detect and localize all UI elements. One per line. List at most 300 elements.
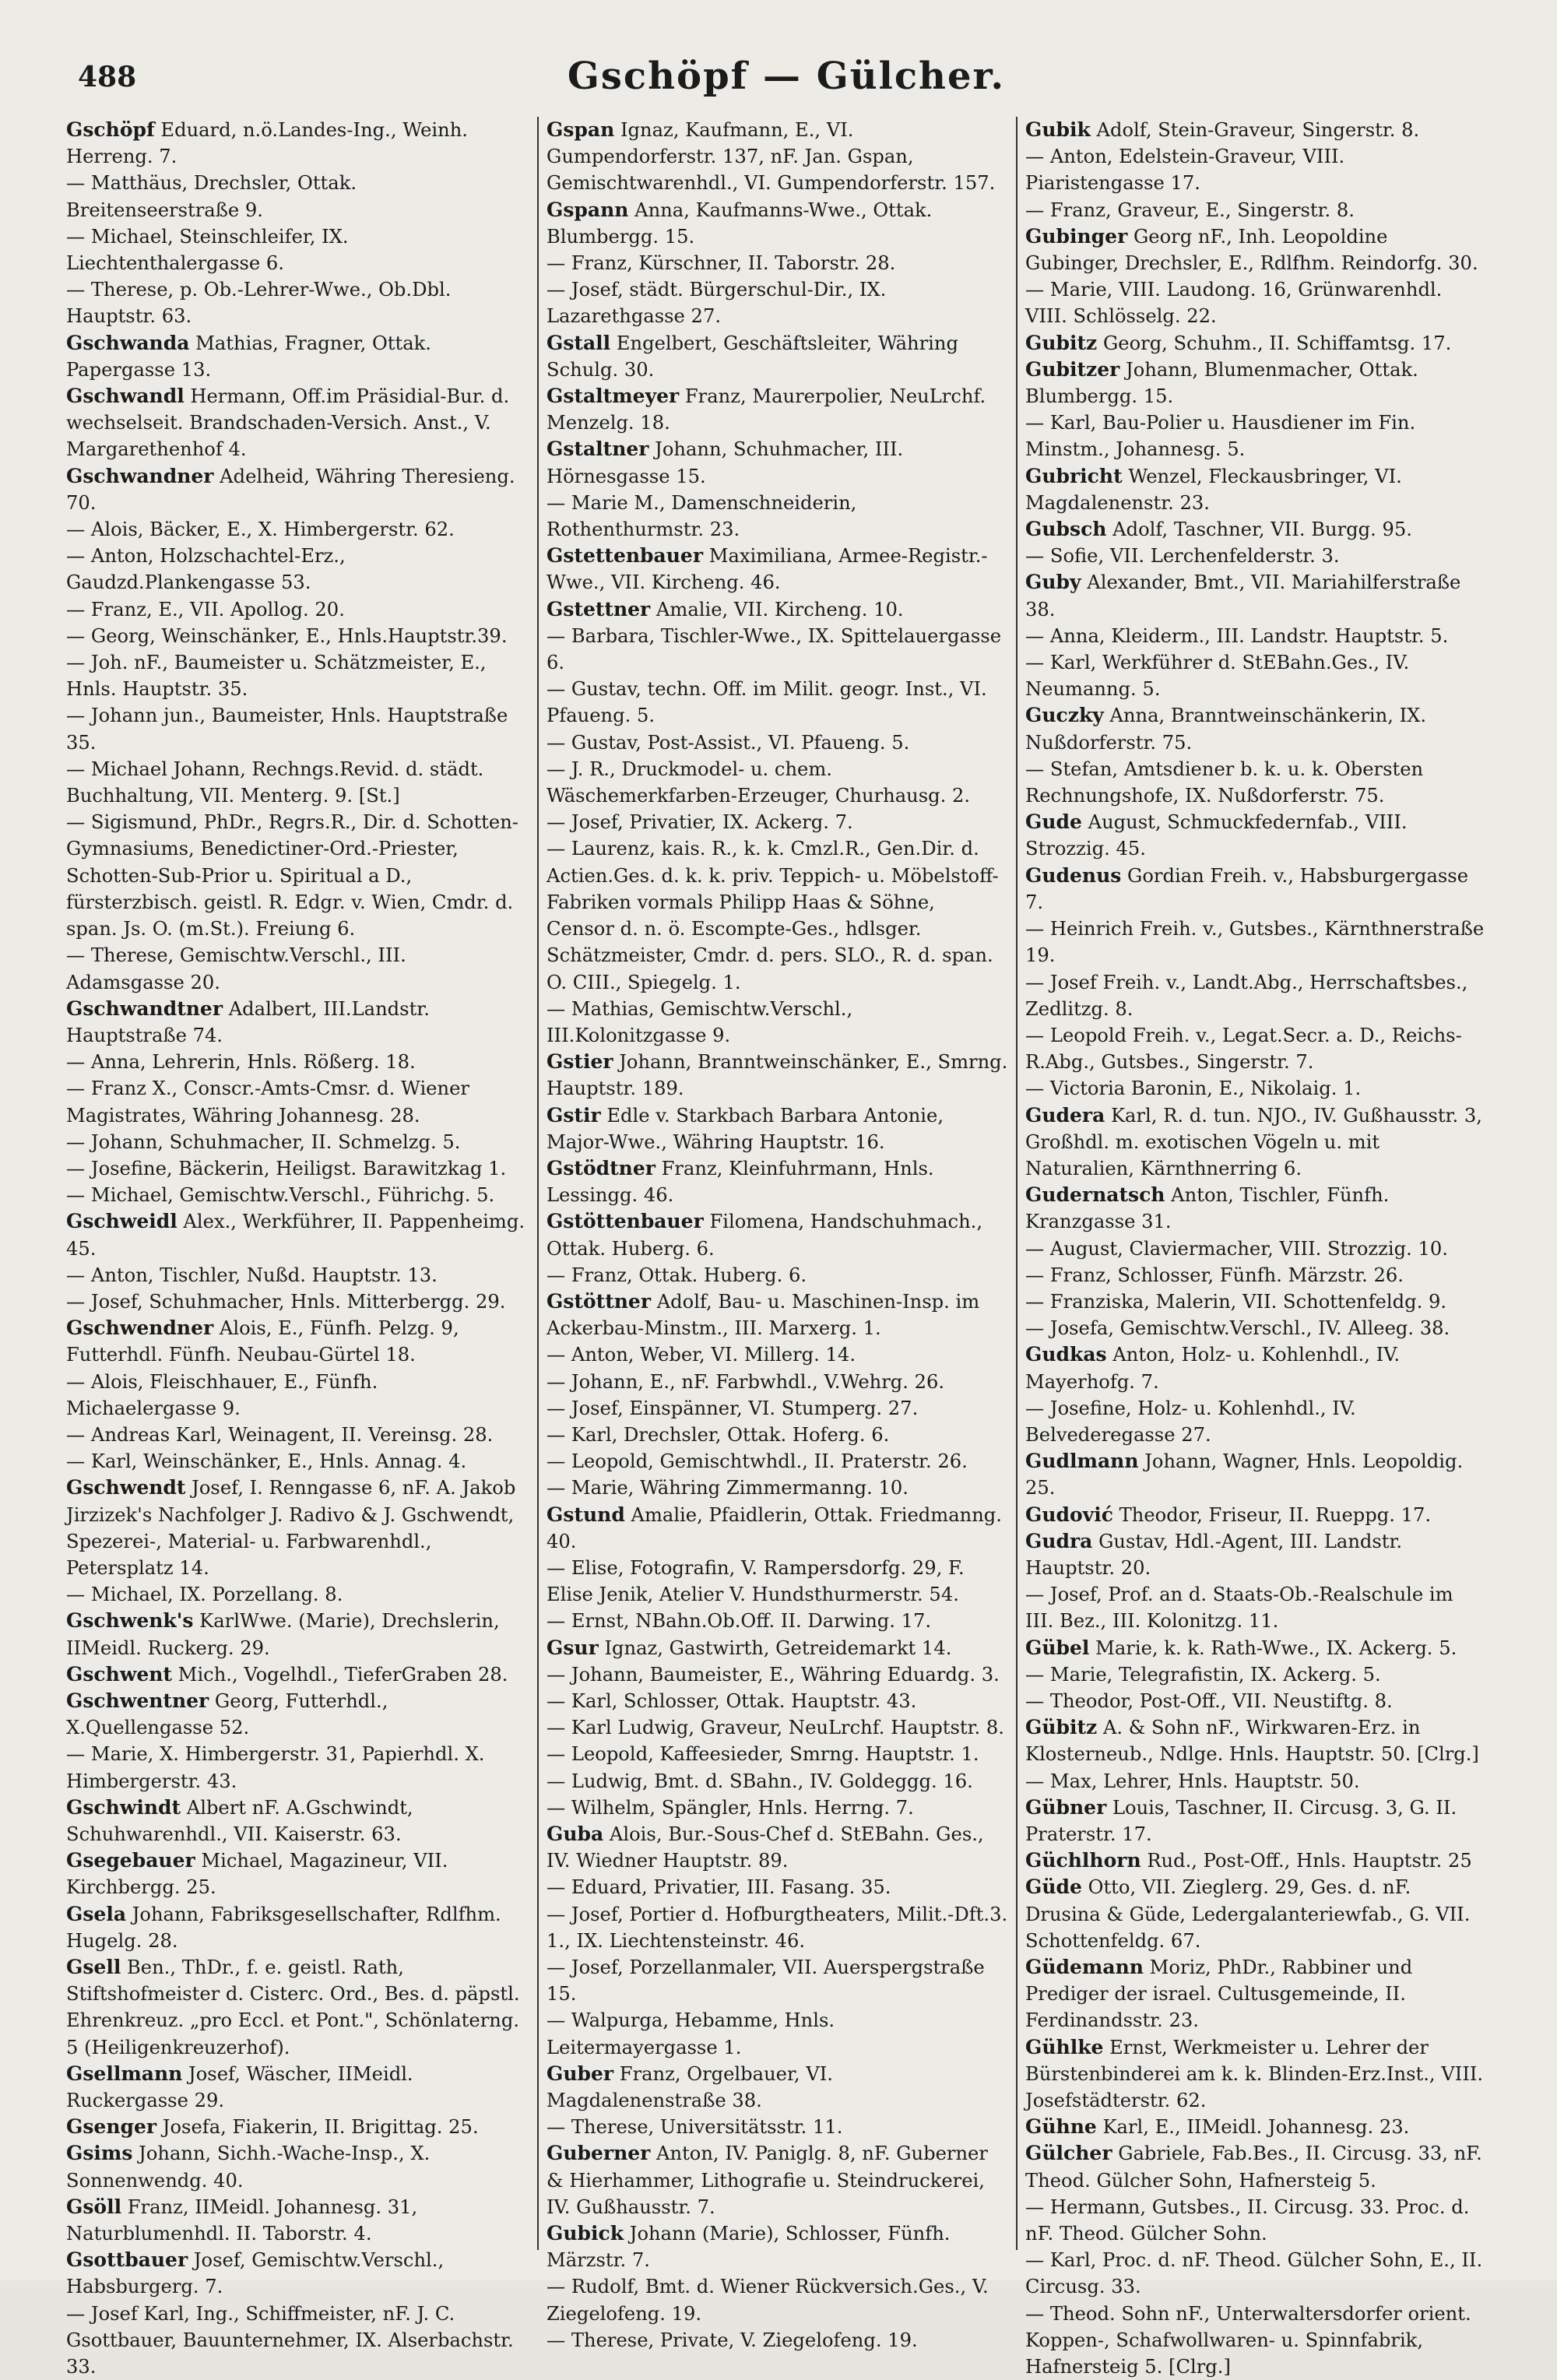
entry-surname: Gudenus	[1025, 863, 1122, 887]
directory-entry	[547, 2061, 1008, 2114]
entry-surname: Gsims	[66, 2142, 133, 2165]
directory-entry	[547, 1901, 1008, 1954]
directory-entry	[1025, 1847, 1487, 1874]
directory-entry	[66, 2114, 529, 2140]
directory-entry	[66, 1369, 529, 1422]
directory-entry	[1025, 1022, 1487, 1075]
directory-entry	[547, 729, 1008, 756]
entry-details: — Karl, Bau-Polier u. Hausdiener im Fin. Minstm., Johannesg. 5.	[1025, 412, 1416, 461]
entry-details: — Franziska, Malerin, VII. Schottenfeldg. 9.	[1025, 1290, 1447, 1313]
entry-details: — Stefan, Amtsdiener b. k. u. k. Obersten Rechnungshofe, IX. Nußdorferstr. 75.	[1025, 758, 1424, 807]
entry-details: — Leopold, Kaffeesieder, Smrng. Hauptstr. 1.	[547, 1743, 979, 1766]
directory-entry	[1025, 2140, 1487, 2193]
entry-surname: Gülcher	[1025, 2142, 1112, 2165]
entry-details: Franz, Orgelbauer, VI. Magdalenenstraße 38.	[547, 2062, 833, 2112]
entry-surname: Gsur	[547, 1636, 599, 1659]
entry-details: — Anton, Weber, VI. Millerg. 14.	[547, 1344, 856, 1366]
entry-details: — Gustav, Post-Assist., VI. Pfaueng. 5.	[547, 731, 910, 754]
directory-entry	[66, 1075, 529, 1128]
directory-entry	[66, 1315, 529, 1368]
directory-entry	[1025, 1262, 1487, 1288]
page-title: Gschöpf — Gülcher.	[567, 54, 1006, 98]
directory-entry	[1025, 463, 1487, 516]
entry-details: — Sofie, VII. Lerchenfelderstr. 3.	[1025, 545, 1340, 568]
directory-entry	[547, 1768, 1008, 1795]
directory-entry	[547, 1208, 1008, 1261]
directory-entry	[547, 330, 1008, 383]
entry-surname: Gschwindt	[66, 1795, 181, 1819]
entry-details: Alois, E., Fünfh. Pelzg. 9, Futterhdl. Fünfh. Neubau-Gürtel 18.	[66, 1317, 459, 1366]
entry-details: Hermann, Off.im Präsidial-Bur. d. wechselseit. Brandschaden-Versich. Anst., V. Margarethenhof 4.	[66, 385, 510, 461]
directory-entry	[66, 2301, 529, 2380]
entry-details: Anton, IV. Paniglg. 8, nF. Guberner & Hierhammer, Lithografie u. Steindruckerei, IV. Gußhausstr. 7.	[547, 2143, 988, 2218]
directory-entry	[547, 276, 1008, 329]
directory-entry	[66, 1608, 529, 1661]
directory-entry	[1025, 2301, 1487, 2380]
directory-entry	[66, 649, 529, 702]
entry-details: Ben., ThDr., f. e. geistl. Rath, Stiftshofmeister d. Cisterc. Ord., Bes. d. päpstl. Ehrenkreuz. „pro Eccl. et Pont.", Schönlaterng. 5 (Heiligenkreuzerhof).	[66, 1956, 520, 2058]
entry-surname: Gubick	[547, 2222, 624, 2245]
entry-details: A. & Sohn nF., Wirkwaren-Erz. in Klosterneub., Ndlge. Hnls. Hauptstr. 50. [Clrg.]	[1025, 1717, 1479, 1766]
directory-entry	[547, 1475, 1008, 1501]
entry-details: Georg, Schuhm., II. Schiffamtsg. 17.	[1097, 332, 1452, 354]
entry-details: — Therese, p. Ob.-Lehrer-Wwe., Ob.Dbl. Hauptstr. 63.	[66, 279, 452, 328]
entry-details: — Karl, Drechsler, Ottak. Hoferg. 6.	[547, 1423, 890, 1446]
entry-surname: Guczky	[1025, 704, 1104, 727]
column-right	[1016, 117, 1495, 2378]
entry-surname: Guby	[1025, 571, 1081, 594]
directory-entry	[66, 942, 529, 995]
entry-details: Johann, Blumenmacher, Ottak. Blumbergg. 15.	[1025, 358, 1418, 408]
directory-entry	[547, 383, 1008, 436]
entry-details: — Franz, Kürschner, II. Taborstr. 28.	[547, 252, 896, 275]
directory-entry	[66, 330, 529, 383]
entry-surname: Gstir	[547, 1103, 601, 1127]
entry-details: — Ernst, NBahn.Ob.Off. II. Darwing. 17.	[547, 1610, 932, 1633]
directory-entry	[1025, 1395, 1487, 1448]
directory-entry	[547, 250, 1008, 276]
entry-details: — Josef, städt. Bürgerschul-Dir., IX. Lazarethgasse 27.	[547, 279, 887, 328]
directory-entry	[66, 117, 529, 170]
entry-details: — Franz, Schlosser, Fünfh. Märzstr. 26.	[1025, 1264, 1404, 1286]
entry-details: Josef, Gemischtw.Verschl., Habsburgerg. 7.	[66, 2249, 445, 2298]
entry-details: Johann, Sichh.-Wache-Insp., X. Sonnenwendg. 40.	[66, 2143, 431, 2192]
directory-entry	[547, 1741, 1008, 1767]
entry-details: Anna, Kaufmanns-Wwe., Ottak. Blumbergg. 15.	[547, 199, 933, 248]
entry-details: — Alois, Fleischhauer, E., Fünfh. Michaelergasse 9.	[66, 1370, 378, 1419]
entry-surname: Gstöttner	[547, 1289, 651, 1313]
directory-entry	[66, 1262, 529, 1288]
directory-entry	[66, 223, 529, 276]
entry-details: Johann, Branntweinschänker, E., Smrng. Hauptstr. 189.	[547, 1051, 1008, 1100]
directory-entry	[547, 623, 1008, 676]
directory-entry	[1025, 1102, 1487, 1183]
entry-surname: Gstaltmeyer	[547, 385, 680, 408]
entry-details: — Theod. Sohn nF., Unterwaltersdorfer orient. Koppen-, Schafwollwaren- u. Spinnfabrik, Hafnersteig 5. [Clrg.]	[1025, 2302, 1471, 2378]
entry-details: — Joh. nF., Baumeister u. Schätzmeister, E., Hnls. Hauptstr. 35.	[66, 652, 487, 701]
entry-details: — Josef, Privatier, IX. Ackerg. 7.	[547, 811, 853, 834]
directory-entry	[66, 2194, 529, 2247]
directory-entry	[1025, 117, 1487, 143]
entry-details: — Franz, Graveur, E., Singerstr. 8.	[1025, 199, 1355, 221]
entry-details: — Marie, Telegrafistin, IX. Ackerg. 5.	[1025, 1663, 1381, 1686]
directory-entry	[66, 809, 529, 942]
directory-entry	[66, 1129, 529, 1155]
directory-entry	[66, 1448, 529, 1475]
entry-details: Adelheid, Währing Theresieng. 70.	[66, 465, 515, 514]
directory-entry	[547, 436, 1008, 489]
entry-details: — Therese, Universitätsstr. 11.	[547, 2116, 843, 2139]
directory-entry	[66, 1661, 529, 1688]
entry-details: — Karl, Weinschänker, E., Hnls. Annag. 4.	[66, 1450, 467, 1473]
entry-details: — Josefine, Holz- u. Kohlenhdl., IV. Belvederegasse 27.	[1025, 1397, 1356, 1446]
directory-entry	[66, 2061, 529, 2114]
entry-details: — Georg, Weinschänker, E., Hnls.Hauptstr.39.	[66, 624, 508, 647]
entry-surname: Gspan	[547, 118, 615, 141]
entry-details: Marie, k. k. Rath-Wwe., IX. Ackerg. 5.	[1089, 1636, 1457, 1659]
directory-entry	[547, 1688, 1008, 1714]
column-middle	[537, 117, 1016, 2351]
entry-details: Georg, Futterhdl., X.Quellengasse 52.	[66, 1689, 388, 1739]
entry-details: — Leopold Freih. v., Legat.Secr. a. D., Reichs-R.Abg., Gutsbes., Singerstr. 7.	[1025, 1024, 1462, 1074]
directory-entry	[547, 490, 1008, 543]
directory-entry	[66, 516, 529, 543]
entry-surname: Gschwandtner	[66, 997, 223, 1020]
directory-entry	[66, 2140, 529, 2193]
directory-entry	[547, 1555, 1008, 1608]
column-left	[58, 117, 537, 2378]
directory-entry	[1025, 1688, 1487, 1714]
directory-entry	[547, 1954, 1008, 2007]
directory-entry	[1025, 1795, 1487, 1847]
directory-entry	[1025, 2247, 1487, 2300]
directory-entry	[66, 1901, 529, 1954]
directory-entry	[66, 1741, 529, 1794]
entry-details: — Laurenz, kais. R., k. k. Cmzl.R., Gen.Dir. d. Actien.Ges. d. k. k. priv. Teppich- u. Möbelstoff-Fabriken vormals Philipp Haas & Söhne, Censor d. n. ö. Escompte-Ges., hdlsger. Schätzmeister, Cmdr. d. pers. SLO., R. d. span. O. CIII., Spiegelg. 1.	[547, 838, 999, 993]
entry-surname: Gstettenbauer	[547, 544, 703, 568]
directory-entry	[66, 1954, 529, 2061]
entry-details: Franz, IIMeidl. Johannesg. 31, Naturblumenhdl. II. Taborstr. 4.	[66, 2195, 418, 2245]
entry-surname: Gubitz	[1025, 331, 1098, 354]
entry-surname: Gschwanda	[66, 331, 190, 354]
entry-details: Franz, Kleinfuhrmann, Hnls. Lessingg. 46.	[547, 1157, 934, 1207]
entry-surname: Gsenger	[66, 2115, 157, 2139]
entry-surname: Gübel	[1025, 1636, 1090, 1659]
entry-surname: Gstund	[547, 1503, 625, 1526]
entry-surname: Gude	[1025, 810, 1082, 834]
directory-entry	[1025, 1075, 1487, 1102]
entry-details: Otto, VII. Zieglerg. 29, Ges. d. nF. Drusina & Güde, Ledergalanteriewfab., G. VII. Schottenfeldg. 67.	[1025, 1876, 1471, 1952]
directory-entry	[66, 170, 529, 223]
directory-entry	[547, 1288, 1008, 1341]
directory-entry	[547, 1341, 1008, 1368]
directory-entry	[1025, 969, 1487, 1022]
directory-entry	[1025, 702, 1487, 755]
directory-entry	[1025, 410, 1487, 462]
directory-entry	[66, 1155, 529, 1182]
entry-details: Eduard, n.ö.Landes-Ing., Weinh. Herreng. 7.	[66, 119, 468, 168]
entry-surname: Gübitz	[1025, 1716, 1098, 1739]
directory-entry	[547, 1369, 1008, 1395]
entry-details: — Franz, E., VII. Apollog. 20.	[66, 598, 345, 620]
entry-surname: Guberner	[547, 2142, 651, 2165]
entry-details: — Franz X., Conscr.-Amts-Cmsr. d. Wiener Magistrates, Währing Johannesg. 28.	[66, 1078, 469, 1127]
entry-surname: Gschwendner	[66, 1317, 214, 1340]
entry-details: — Mathias, Gemischtw.Verschl., III.Kolonitzgasse 9.	[547, 997, 853, 1046]
directory-entry	[66, 276, 529, 329]
directory-entry	[547, 2327, 1008, 2354]
entry-details: — Leopold, Gemischtwhdl., II. Praterstr. 26.	[547, 1450, 968, 1473]
directory-entry	[1025, 197, 1487, 223]
entry-details: — Anton, Edelstein-Graveur, VIII. Piaristengasse 17.	[1025, 146, 1345, 195]
entry-surname: Gschwenk's	[66, 1609, 194, 1633]
entry-details: Gustav, Hdl.-Agent, III. Landstr. Hauptstr. 20.	[1025, 1530, 1403, 1579]
directory-entry	[66, 996, 529, 1049]
entry-details: — Johann, E., nF. Farbwhdl., V.Wehrg. 26.	[547, 1370, 945, 1393]
entry-details: — Eduard, Privatier, III. Fasang. 35.	[547, 1876, 891, 1899]
entry-details: KarlWwe. (Marie), Drechslerin, IIMeidl. Ruckerg. 29.	[66, 1610, 500, 1659]
entry-details: Engelbert, Geschäftsleiter, Währing Schulg. 30.	[547, 332, 958, 381]
entry-details: Edle v. Starkbach Barbara Antonie, Major-Wwe., Währing Hauptstr. 16.	[547, 1104, 944, 1153]
directory-entry	[1025, 1315, 1487, 1341]
entry-surname: Gubricht	[1025, 464, 1123, 487]
entry-details: — Matthäus, Drechsler, Ottak. Breitenseerstraße 9.	[66, 172, 357, 221]
entry-details: Anton, Tischler, Fünfh. Kranzgasse 31.	[1025, 1184, 1390, 1233]
directory-entry	[66, 463, 529, 516]
entry-details: — Wilhelm, Spängler, Hnls. Herrng. 7.	[547, 1796, 914, 1819]
entry-surname: Gudkas	[1025, 1343, 1107, 1366]
entry-details: Johann, Schuhmacher, III. Hörnesgasse 15.	[547, 438, 904, 487]
directory-entry	[1025, 2194, 1487, 2247]
entry-details: Moriz, PhDr., Rabbiner und Prediger der israel. Cultusgemeinde, II. Ferdinandsstr. 23.	[1025, 1956, 1413, 2032]
entry-details: — Walpurga, Hebamme, Hnls. Leitermayergasse 1.	[547, 2009, 835, 2058]
directory-entry	[66, 1422, 529, 1448]
entry-surname: Gubitzer	[1025, 357, 1120, 381]
directory-entry	[66, 623, 529, 649]
directory-entry	[66, 1688, 529, 1741]
entry-details: Adolf, Stein-Graveur, Singerstr. 8.	[1090, 119, 1420, 141]
entry-details: — Anna, Lehrerin, Hnls. Rößerg. 18.	[66, 1051, 416, 1074]
directory-entry	[1025, 1635, 1487, 1661]
directory-entry	[66, 1208, 529, 1261]
directory-entry	[547, 197, 1008, 250]
directory-entry	[547, 1874, 1008, 1900]
entry-surname: Gudra	[1025, 1529, 1093, 1552]
entry-surname: Gubik	[1025, 118, 1091, 141]
entry-surname: Guber	[547, 2062, 614, 2085]
entry-surname: Gschwentner	[66, 1689, 209, 1712]
directory-entry	[66, 596, 529, 623]
directory-entry	[66, 1847, 529, 1900]
directory-entry	[1025, 1528, 1487, 1581]
directory-entry	[66, 2247, 529, 2300]
directory-columns	[58, 117, 1495, 2378]
directory-entry	[547, 543, 1008, 596]
entry-details: — Therese, Private, V. Ziegelofeng. 19.	[547, 2329, 918, 2351]
entry-details: — Gustav, techn. Off. im Milit. geogr. Inst., VI. Pfaueng. 5.	[547, 678, 987, 727]
directory-entry	[547, 2007, 1008, 2060]
directory-entry	[547, 835, 1008, 995]
entry-details: Mich., Vogelhdl., TieferGraben 28.	[171, 1663, 508, 1686]
directory-entry	[1025, 1661, 1487, 1688]
entry-surname: Gschwandl	[66, 385, 185, 408]
directory-entry	[1025, 276, 1487, 329]
entry-surname: Gudović	[1025, 1503, 1113, 1526]
directory-entry	[547, 676, 1008, 729]
entry-surname: Gstöttenbauer	[547, 1210, 704, 1233]
directory-entry	[1025, 1448, 1487, 1501]
directory-entry	[1025, 649, 1487, 702]
entry-surname: Gubinger	[1025, 224, 1128, 248]
entry-surname: Gudlmann	[1025, 1450, 1139, 1473]
directory-entry	[547, 1635, 1008, 1661]
directory-entry	[547, 2273, 1008, 2326]
entry-details: — J. R., Druckmodel- u. chem. Wäschemerkfarben-Erzeuger, Churhausg. 2.	[547, 758, 971, 807]
directory-entry	[547, 1262, 1008, 1288]
entry-details: Karl, R. d. tun. NJO., IV. Gußhausstr. 3, Großhdl. m. exotischen Vögeln u. mit Naturalien, Kärnthnerring 6.	[1025, 1104, 1482, 1179]
entry-details: Karl, E., IIMeidl. Johannesg. 23.	[1096, 2116, 1410, 2139]
entry-surname: Güde	[1025, 1876, 1082, 1899]
entry-details: — Josef Karl, Ing., Schiffmeister, nF. J. C. Gsottbauer, Bauunternehmer, IX. Alserbachstr. 33.	[66, 2302, 514, 2378]
entry-details: Alexander, Bmt., VII. Mariahilferstraße 38.	[1025, 571, 1461, 620]
directory-entry	[1025, 1236, 1487, 1262]
page-header	[78, 54, 1495, 109]
directory-entry	[1025, 543, 1487, 569]
directory-entry	[1025, 1714, 1487, 1767]
entry-details: Ignaz, Gastwirth, Getreidemarkt 14.	[598, 1636, 952, 1659]
entry-details: — Alois, Bäcker, E., X. Himbergerstr. 62.	[66, 519, 455, 541]
entry-details: — Theodor, Post-Off., VII. Neustiftg. 8.	[1025, 1689, 1393, 1712]
directory-entry	[66, 1581, 529, 1608]
directory-entry	[1025, 357, 1487, 410]
entry-details: Josef, Wäscher, IIMeidl. Ruckergasse 29.	[66, 2062, 413, 2112]
entry-details: Gabriele, Fab.Bes., II. Circusg. 33, nF. Theod. Gülcher Sohn, Hafnersteig 5.	[1025, 2143, 1482, 2192]
entry-details: — Josef, Porzellanmaler, VII. Auerspergstraße 15.	[547, 1956, 985, 2006]
directory-entry	[66, 1049, 529, 1075]
directory-entry	[1025, 1288, 1487, 1315]
entry-details: Josefa, Fiakerin, II. Brigittag. 25.	[156, 2116, 479, 2139]
directory-entry	[1025, 916, 1487, 969]
directory-entry	[66, 1288, 529, 1315]
entry-details: — Michael, IX. Porzellang. 8.	[66, 1584, 343, 1606]
entry-surname: Gsegebauer	[66, 1849, 195, 1872]
directory-entry	[1025, 569, 1487, 622]
entry-details: — Marie, X. Himbergerstr. 31, Papierhdl. X. Himbergerstr. 43.	[66, 1743, 485, 1792]
entry-details: — Franz, Ottak. Huberg. 6.	[547, 1264, 807, 1286]
entry-surname: Gsellmann	[66, 2062, 183, 2085]
entry-details: Michael, Magazineur, VII. Kirchbergg. 25.	[66, 1850, 448, 1899]
directory-entry	[1025, 863, 1487, 916]
entry-details: Amalie, VII. Kircheng. 10.	[650, 598, 904, 620]
entry-details: — Josef Freih. v., Landt.Abg., Herrschaftsbes., Zedlitzg. 8.	[1025, 971, 1468, 1020]
directory-entry	[1025, 1182, 1487, 1235]
entry-details: Gordian Freih. v., Habsburgergasse 7.	[1025, 864, 1469, 913]
entry-details: Josef, I. Renngasse 6, nF. A. Jakob Jirzizek's Nachfolger J. Radivo & J. Gschwendt, Spezerei-, Material- u. Farbwarenhdl., Petersplatz 14.	[66, 1477, 516, 1579]
entry-details: — Rudolf, Bmt. d. Wiener Rückversich.Ges., V. Ziegelofeng. 19.	[547, 2276, 989, 2325]
entry-details: Maximiliana, Armee-Registr.-Wwe., VII. Kircheng. 46.	[547, 545, 988, 594]
entry-details: Anton, Holz- u. Kohlenhdl., IV. Mayerhofg. 7.	[1025, 1344, 1401, 1393]
directory-entry	[1025, 1581, 1487, 1634]
entry-details: — Josef, Einspänner, VI. Stumperg. 27.	[547, 1397, 919, 1419]
entry-details: — Josefa, Gemischtw.Verschl., IV. Alleeg. 38.	[1025, 1317, 1450, 1340]
directory-entry	[1025, 223, 1487, 276]
entry-surname: Gschweidl	[66, 1210, 177, 1233]
entry-details: — August, Claviermacher, VIII. Strozzig. 10.	[1025, 1237, 1448, 1260]
entry-details: — Elise, Fotografin, V. Rampersdorfg. 29, F. Elise Jenik, Atelier V. Hundsthurmerstr. 54.	[547, 1556, 965, 1606]
entry-details: Johann (Marie), Schlosser, Fünfh. Märzstr. 7.	[547, 2223, 951, 2272]
directory-entry	[547, 2140, 1008, 2220]
entry-details: Johann, Fabriksgesellschafter, Rdlfhm. Hugelg. 28.	[66, 1903, 501, 1952]
directory-entry	[1025, 2034, 1487, 2115]
entry-surname: Guba	[547, 1823, 604, 1845]
directory-entry	[547, 1661, 1008, 1688]
entry-details: — Therese, Gemischtw.Verschl., III. Adamsgasse 20.	[66, 944, 406, 993]
entry-surname: Gübner	[1025, 1795, 1107, 1819]
directory-entry	[547, 1608, 1008, 1634]
entry-details: August, Schmuckfedernfab., VIII. Strozzig. 45.	[1025, 811, 1408, 860]
directory-entry	[1025, 1954, 1487, 2034]
entry-surname: Gubsch	[1025, 518, 1107, 541]
entry-surname: Gstier	[547, 1050, 613, 1074]
entry-details: — Michael, Gemischtw.Verschl., Führichg. 5.	[66, 1184, 495, 1207]
entry-details: Alois, Bur.-Sous-Chef d. StEBahn. Ges., IV. Wiedner Hauptstr. 89.	[547, 1823, 984, 1872]
entry-details: Adolf, Taschner, VII. Burgg. 95.	[1106, 519, 1412, 541]
directory-entry	[547, 996, 1008, 1049]
directory-entry	[547, 1422, 1008, 1448]
entry-details: — Josef, Schuhmacher, Hnls. Mitterbergg. 29.	[66, 1290, 506, 1313]
entry-details: Franz, Maurerpolier, NeuLrchf. Menzelg. 18.	[547, 385, 986, 434]
entry-surname: Gsöll	[66, 2195, 122, 2218]
entry-details: Rud., Post-Off., Hnls. Hauptstr. 25	[1141, 1850, 1472, 1872]
entry-details: Anna, Branntweinschänkerin, IX. Nußdorferstr. 75.	[1025, 705, 1427, 754]
entry-details: — Victoria Baronin, E., Nikolaig. 1.	[1025, 1078, 1362, 1100]
entry-details: — Josef, Prof. an d. Staats-Ob.-Realschule im III. Bez., III. Kolonitzg. 11.	[1025, 1584, 1453, 1633]
directory-entry	[1025, 2114, 1487, 2140]
entry-details: — Anna, Kleiderm., III. Landstr. Hauptstr. 5.	[1025, 624, 1449, 647]
entry-surname: Gschwendt	[66, 1476, 186, 1499]
directory-entry	[547, 1448, 1008, 1475]
directory-entry	[66, 1182, 529, 1208]
directory-entry	[547, 1795, 1008, 1821]
directory-entry	[547, 1049, 1008, 1102]
directory-entry	[547, 2220, 1008, 2273]
directory-entry	[66, 1795, 529, 1847]
directory-entry	[66, 1475, 529, 1581]
entry-surname: Gstall	[547, 331, 611, 354]
entry-surname: Gschöpf	[66, 118, 155, 141]
directory-entry	[1025, 1502, 1487, 1528]
directory-entry	[547, 2114, 1008, 2140]
entry-surname: Güchlhorn	[1025, 1849, 1141, 1872]
directory-entry	[547, 809, 1008, 835]
entry-surname: Gstödtner	[547, 1156, 655, 1179]
entry-details: — Hermann, Gutsbes., II. Circusg. 33. Proc. d. nF. Theod. Gülcher Sohn.	[1025, 2195, 1470, 2245]
directory-entry	[1025, 143, 1487, 196]
entry-surname: Gsell	[66, 1956, 121, 1979]
entry-details: — Heinrich Freih. v., Gutsbes., Kärnthnerstraße 19.	[1025, 918, 1485, 967]
entry-details: — Marie, VIII. Laudong. 16, Grünwarenhdl. VIII. Schlösselg. 22.	[1025, 279, 1443, 328]
directory-entry	[1025, 516, 1487, 543]
directory-entry	[66, 702, 529, 755]
entry-surname: Gühlke	[1025, 2035, 1104, 2058]
entry-details: — Johann, Schuhmacher, II. Schmelzg. 5.	[66, 1130, 461, 1153]
directory-entry	[1025, 330, 1487, 357]
entry-surname: Gschwent	[66, 1662, 172, 1686]
entry-details: — Michael, Steinschleifer, IX. Liechtenthalergasse 6.	[66, 225, 349, 275]
entry-surname: Gsela	[66, 1902, 127, 1925]
entry-details: — Johann jun., Baumeister, Hnls. Hauptstraße 35.	[66, 705, 508, 754]
entry-details: Mathias, Fragner, Ottak. Papergasse 13.	[66, 332, 431, 381]
